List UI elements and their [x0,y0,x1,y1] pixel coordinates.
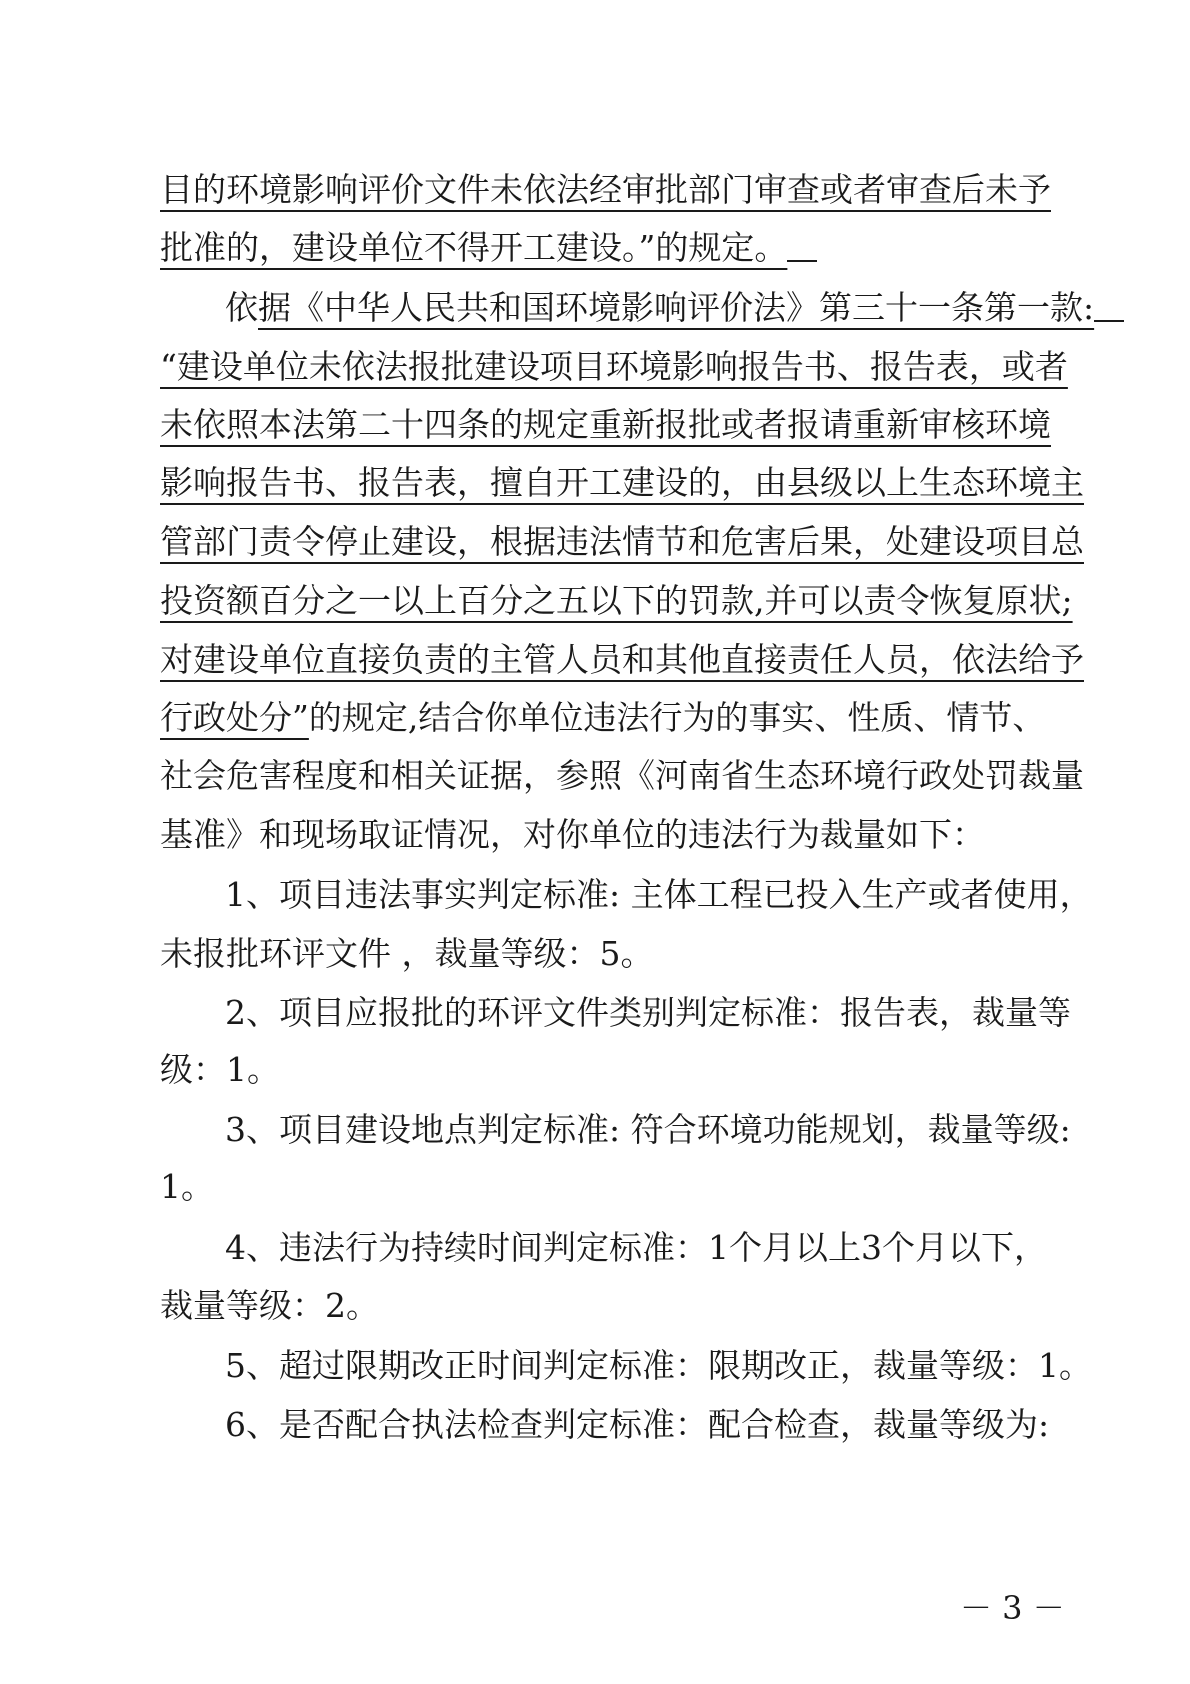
page-number: － 3 － [960,1589,1065,1627]
list-item-3-text: 3、项目建设地点判定标准: 符合环境功能规划，裁量等级: [225,1110,1071,1149]
text-line-10 [160,688,1046,748]
text-line-9 [160,630,1084,690]
text-line-15 [225,983,1071,1043]
underlined-law-text: 对建设单位直接负责的主管人员和其他直接责任人员，依法给予 [160,640,1084,679]
underline-filler [1094,278,1124,322]
underlined-law-text: 未依照本法第二十四条的规定重新报批或者报请重新审核环境 [160,405,1051,444]
list-item-4-continued: 裁量等级：2。 [160,1286,379,1325]
text-line-19 [225,1218,1047,1278]
text-line-3 [225,278,1095,338]
underlined-quote-text: 批准的，建设单位不得开工建设。”的规定。 [160,228,788,267]
text-line-2 [160,218,1040,278]
text-line-22 [225,1395,1050,1455]
text-line-14 [160,924,1040,984]
underlined-quote-text: 目的环境影响评价文件未依法经审批部门审查或者审查后未予 [160,170,1051,209]
underlined-law-text: 投资额百分之一以上百分之五以下的罚款,并可以责令恢复原状; [160,581,1073,620]
underlined-law-citation: 据《中华人民共和国环境影响评价法》第三十一条第一款: [258,288,1095,327]
text-line-6 [160,453,1084,513]
text-line-8 [160,571,1073,631]
text-line-20 [160,1276,1040,1336]
body-text: 的规定,结合你单位违法行为的事实、性质、情节、 [308,698,1046,737]
underlined-law-text: 影响报告书、报告表，擅自开工建设的，由县级以上生态环境主 [160,463,1084,502]
text-line-4 [160,337,1068,397]
text-line-11 [160,746,1084,806]
text-line-1 [160,160,1051,220]
list-item-4-text: 4、违法行为持续时间判定标准：1个月以上3个月以下， [225,1228,1047,1267]
text-line-5 [160,395,1051,455]
list-item-1-continued: 未报批环评文件 ，裁量等级：5。 [160,934,654,973]
underline-filler [787,218,817,262]
underlined-law-text: 管部门责令停止建设，根据违法情节和危害后果，处建设项目总 [160,522,1084,561]
text-line-13 [225,865,1093,925]
body-text: 社会危害程度和相关证据，参照《河南省生态环境行政处罚裁量 [160,756,1084,795]
text-line-12 [160,805,1040,865]
list-item-2-text: 2、项目应报批的环评文件类别判定标准：报告表，裁量等 [225,993,1071,1032]
list-item-1-text: 1、项目违法事实判定标准: 主体工程已投入生产或者使用， [225,875,1093,914]
text-line-16 [160,1040,1040,1100]
list-item-6-text: 6、是否配合执法检查判定标准：配合检查，裁量等级为: [225,1405,1050,1444]
text-line-17 [225,1100,1071,1160]
text-line-7 [160,512,1084,572]
list-item-5-text: 5、超过限期改正时间判定标准：限期改正，裁量等级：1。 [225,1346,1092,1385]
text-line-21 [225,1336,1092,1396]
underlined-law-text: “建设单位未依法报批建设项目环境影响报告书、报告表，或者 [160,347,1068,386]
list-item-3-continued: 1。 [160,1167,214,1206]
body-text: 基准》和现场取证情况，对你单位的违法行为裁量如下： [160,815,985,854]
underlined-law-text: 行政处分” [160,698,309,737]
text-line-18 [160,1157,1040,1217]
list-item-2-continued: 级：1。 [160,1050,280,1089]
paragraph-start-text: 依 [225,288,258,327]
